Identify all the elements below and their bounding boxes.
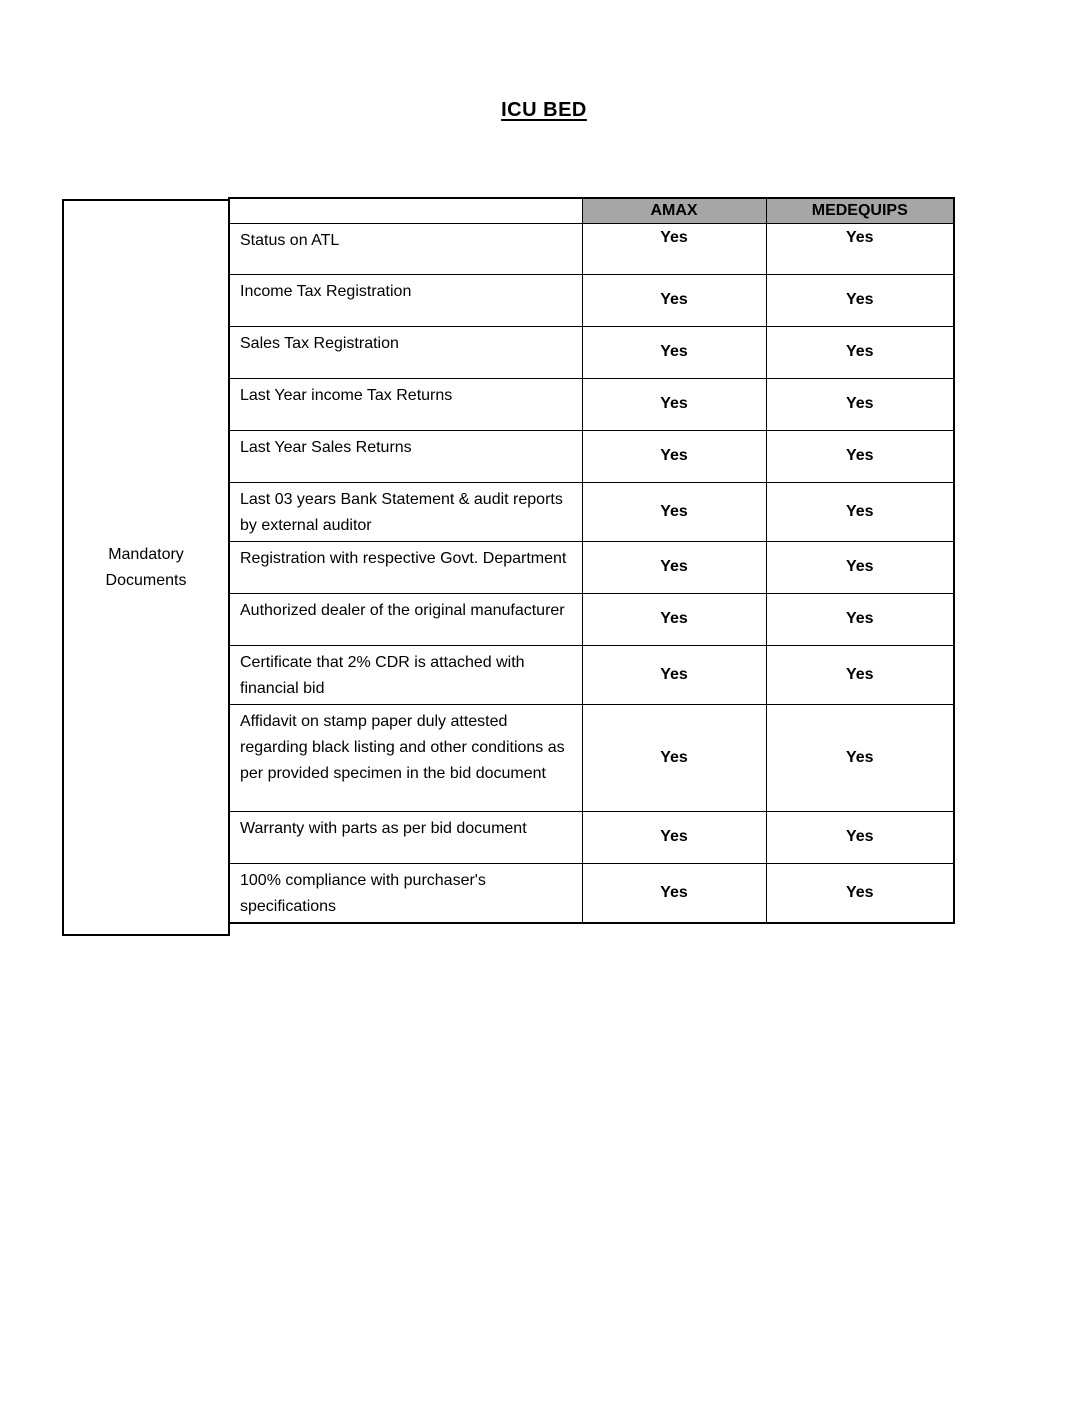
amax-value-cell: Yes <box>582 645 766 704</box>
table-row <box>229 378 954 430</box>
table-row <box>229 223 954 274</box>
document-cell: Status on ATL <box>229 223 582 274</box>
amax-value-cell: Yes <box>582 430 766 482</box>
blank-header-cell <box>229 198 582 223</box>
column-header-medequips: MEDEQUIPS <box>766 198 954 223</box>
document-cell: Sales Tax Registration <box>229 326 582 378</box>
document-cell: Authorized dealer of the original manufacturer <box>229 593 582 645</box>
table-row <box>229 541 954 593</box>
medequips-value-cell: Yes <box>766 811 954 863</box>
amax-value-cell: Yes <box>582 274 766 326</box>
document-cell: Income Tax Registration <box>229 274 582 326</box>
amax-value-cell: Yes <box>582 378 766 430</box>
amax-value-cell: Yes <box>582 541 766 593</box>
table-row <box>229 593 954 645</box>
mandatory-documents-cell <box>62 199 230 936</box>
medequips-value-cell: Yes <box>766 704 954 811</box>
medequips-value-cell: Yes <box>766 482 954 541</box>
table-header-row <box>229 198 954 223</box>
medequips-value-cell: Yes <box>766 593 954 645</box>
table-row <box>229 704 954 811</box>
document-cell: Last Year Sales Returns <box>229 430 582 482</box>
document-cell: Registration with respective Govt. Department <box>229 541 582 593</box>
table-row <box>229 645 954 704</box>
table-row <box>229 863 954 923</box>
document-cell: 100% compliance with purchaser's specifications <box>229 863 582 923</box>
document-cell: Last 03 years Bank Statement & audit reports by external auditor <box>229 482 582 541</box>
compliance-table <box>228 197 955 924</box>
amax-value-cell: Yes <box>582 223 766 274</box>
amax-value-cell: Yes <box>582 811 766 863</box>
table-row <box>229 811 954 863</box>
amax-value-cell: Yes <box>582 704 766 811</box>
amax-value-cell: Yes <box>582 482 766 541</box>
column-header-amax: AMAX <box>582 198 766 223</box>
table-row <box>229 274 954 326</box>
table-row <box>229 482 954 541</box>
table-body <box>229 223 954 923</box>
document-cell: Certificate that 2% CDR is attached with financial bid <box>229 645 582 704</box>
medequips-value-cell: Yes <box>766 430 954 482</box>
medequips-value-cell: Yes <box>766 223 954 274</box>
table-row <box>229 430 954 482</box>
page-title: ICU BED <box>501 99 587 121</box>
medequips-value-cell: Yes <box>766 378 954 430</box>
medequips-value-cell: Yes <box>766 326 954 378</box>
document-cell: Warranty with parts as per bid document <box>229 811 582 863</box>
table-row <box>229 326 954 378</box>
medequips-value-cell: Yes <box>766 863 954 923</box>
document-cell: Affidavit on stamp paper duly attested regarding black listing and other conditions as per provided specimen in the bid document <box>229 704 582 811</box>
amax-value-cell: Yes <box>582 593 766 645</box>
amax-value-cell: Yes <box>582 863 766 923</box>
mandatory-documents-label: Mandatory Documents <box>105 545 187 589</box>
medequips-value-cell: Yes <box>766 645 954 704</box>
medequips-value-cell: Yes <box>766 274 954 326</box>
document-cell: Last Year income Tax Returns <box>229 378 582 430</box>
amax-value-cell: Yes <box>582 326 766 378</box>
medequips-value-cell: Yes <box>766 541 954 593</box>
